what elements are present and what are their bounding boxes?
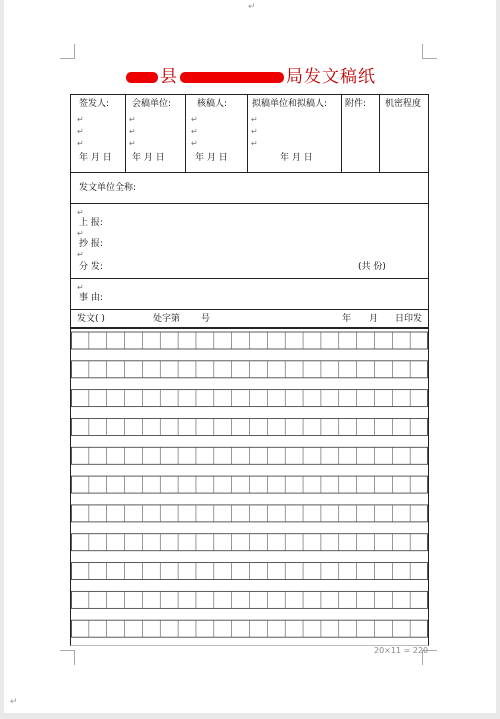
margin-corner-top-right (422, 44, 437, 59)
form-col-divider (247, 95, 248, 173)
grid-row (72, 620, 428, 637)
redaction-mark (126, 72, 158, 83)
paragraph-mark: ↵ (251, 115, 258, 124)
grid-row (72, 390, 428, 407)
margin-corner-bottom-left (60, 650, 75, 665)
form-col-divider (125, 95, 126, 173)
paragraph-mark: ↵ (77, 208, 84, 217)
copies-label: (共 份) (358, 262, 386, 272)
grid-row (72, 418, 428, 435)
doc-year: 年 (342, 314, 352, 324)
grid-row (72, 534, 428, 551)
paragraph-mark: ↵ (77, 139, 84, 148)
paragraph-mark: ↵ (77, 250, 84, 259)
dispatch-form (70, 94, 429, 328)
manuscript-grid[interactable] (70, 328, 429, 646)
co-sign-unit-label: 会稿单位: (132, 99, 172, 109)
document-title (70, 64, 430, 90)
title-bureau: 局发文稿纸 (286, 67, 376, 87)
redaction-mark (180, 72, 284, 83)
grid-row (72, 563, 428, 580)
paragraph-mark: ↵ (77, 127, 84, 136)
doc-number-no: 号 (201, 314, 211, 324)
form-col-divider (185, 95, 186, 173)
grid-row (72, 332, 428, 349)
security-level-label: 机密程度 (385, 99, 422, 109)
paragraph-mark: ↵ (129, 127, 136, 136)
form-row-divider (71, 309, 428, 310)
paragraph-mark: ↵ (251, 139, 258, 148)
grid-row (72, 591, 428, 608)
grid-row (72, 361, 428, 378)
form-col-divider (341, 95, 342, 173)
paragraph-mark: ↵ (10, 697, 18, 707)
paragraph-mark: ↵ (129, 115, 136, 124)
reviewer-label: 核稿人: (197, 99, 228, 109)
drafting-date: 年 月 日 (280, 153, 313, 163)
cc-label: 抄 报: (79, 239, 103, 249)
paragraph-mark: ↵ (191, 139, 198, 148)
signer-label: 签发人: (79, 99, 110, 109)
paragraph-mark: ↵ (191, 115, 198, 124)
grid-count-label: 20×11 = 220 (374, 646, 429, 655)
grid-row (72, 476, 428, 493)
paragraph-mark: ↵ (191, 127, 198, 136)
drafting-unit-label: 拟稿单位和拟稿人: (252, 99, 328, 109)
form-row-divider (71, 278, 428, 279)
doc-number-prefix: 发文( ) (77, 314, 105, 324)
manuscript-grid-lines (71, 329, 428, 646)
attachment-label: 附件: (345, 99, 367, 109)
reviewer-date: 年 月 日 (195, 153, 228, 163)
report-label: 上 报: (79, 218, 103, 228)
signer-date: 年 月 日 (79, 153, 112, 163)
issuing-unit-label: 发文单位全称: (79, 183, 137, 193)
paragraph-mark: ↵ (248, 2, 256, 12)
co-sign-date: 年 月 日 (132, 153, 165, 163)
margin-corner-top-left (60, 44, 75, 59)
paragraph-mark: ↵ (77, 229, 84, 238)
distribute-label: 分 发: (79, 262, 103, 272)
paragraph-mark: ↵ (77, 283, 84, 292)
paragraph-mark: ↵ (77, 115, 84, 124)
doc-number-dept: 处字第 (153, 314, 181, 324)
form-col-divider (379, 95, 380, 173)
grid-row (72, 447, 428, 464)
doc-month: 月 (369, 314, 379, 324)
grid-row (72, 505, 428, 522)
doc-day-print: 日印发 (395, 314, 423, 324)
title-county: 县 (160, 67, 178, 87)
paragraph-mark: ↵ (251, 127, 258, 136)
form-row-divider (71, 203, 428, 204)
subject-label: 事 由: (79, 293, 103, 303)
paragraph-mark: ↵ (129, 139, 136, 148)
